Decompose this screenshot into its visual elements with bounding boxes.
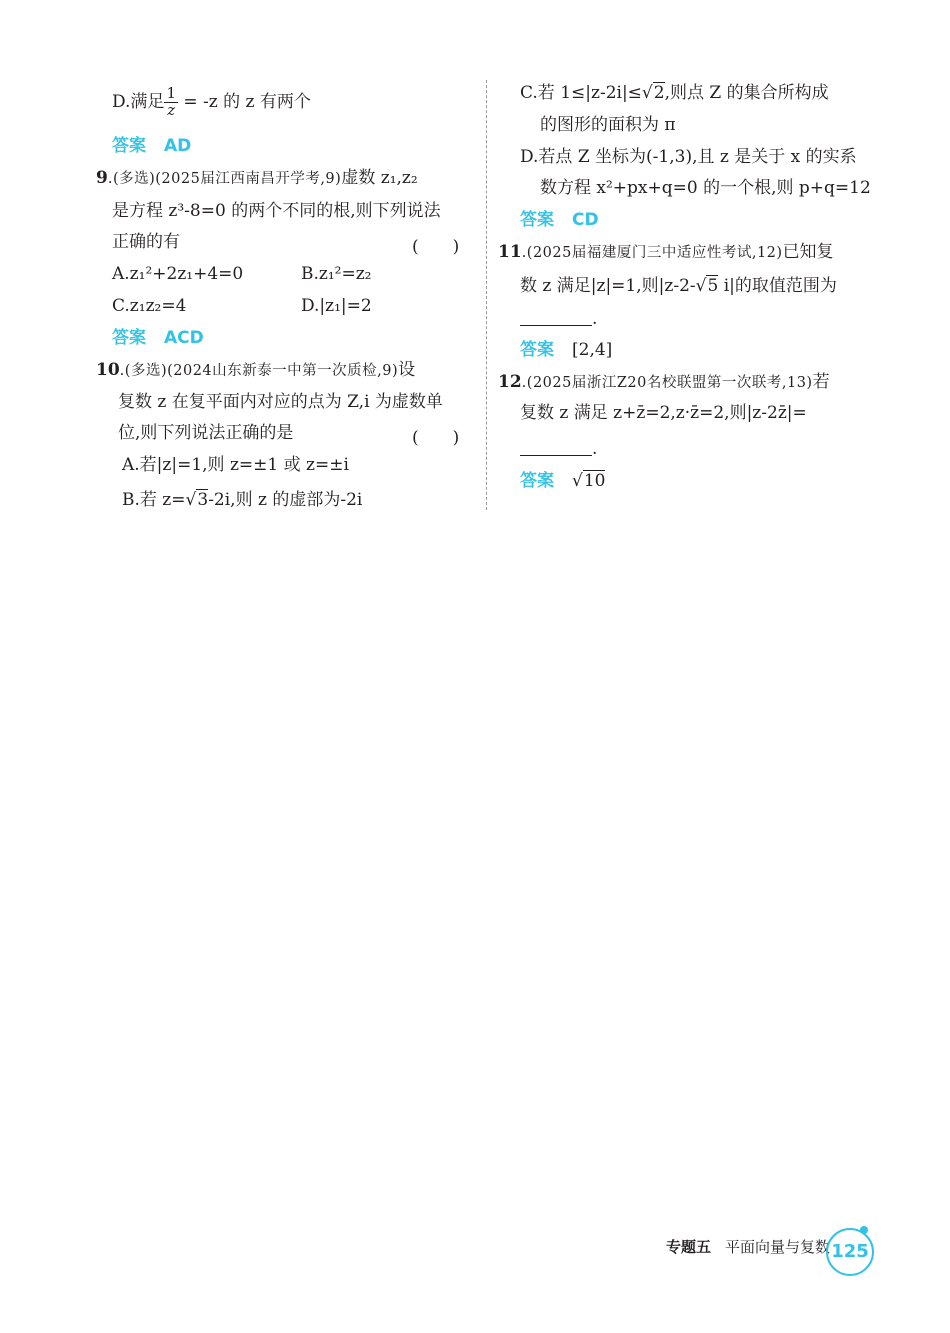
q10-stem-line3: 位,则下列说法正确的是 bbox=[118, 423, 294, 443]
column-divider bbox=[486, 80, 487, 510]
q9-stem-line3: 正确的有 bbox=[112, 232, 180, 252]
q8-answer: 答案 AD bbox=[112, 136, 192, 156]
q8-option-d: D.满足 $\frac{1}{z}$ = -z 的 z 有两个 bbox=[112, 84, 311, 119]
q12-stem-line2: 复数 z 满足 z+z̄=2,z·z̄=2,则|z-2z̄|= bbox=[520, 403, 807, 423]
q12-blank-line: . bbox=[520, 439, 597, 459]
q11-stem-line2: 数 z 满足|z|=1,则|z-2-√5 i|的取值范围为 bbox=[520, 276, 837, 296]
q9-option-c: C.z₁z₂=4 bbox=[112, 296, 187, 316]
page-number: 125 bbox=[826, 1228, 874, 1276]
q10-option-c-line2: 的图形的面积为 π bbox=[540, 115, 676, 135]
q10-option-c-line1: C.若 1≤|z-2i|≤√2,则点 Z 的集合所构成 bbox=[520, 83, 829, 103]
q12-stem-line1: 12.(2025届浙江Z20名校联盟第一次联考,13)若 bbox=[498, 372, 830, 392]
q9-answer-paren: ( ) bbox=[412, 237, 460, 257]
page-number-dot-icon bbox=[860, 1226, 868, 1234]
q11-blank-line: . bbox=[520, 309, 597, 329]
q12-answer: 答案 √10 bbox=[520, 471, 606, 491]
q9-option-b: B.z₁²=z₂ bbox=[301, 264, 372, 284]
answer-blank bbox=[520, 325, 592, 326]
q10-answer: 答案 CD bbox=[520, 210, 599, 230]
footer-topic: 专题五 bbox=[665, 1238, 711, 1256]
answer-blank bbox=[520, 455, 592, 456]
q9-option-d: D.|z₁|=2 bbox=[301, 296, 372, 316]
q10-option-d-line1: D.若点 Z 坐标为(-1,3),且 z 是关于 x 的实系 bbox=[520, 147, 857, 167]
q11-answer: 答案 [2,4] bbox=[520, 340, 613, 360]
footer-title: 平面向量与复数 bbox=[724, 1238, 830, 1256]
q10-stem-line2: 复数 z 在复平面内对应的点为 Z,i 为虚数单 bbox=[118, 392, 443, 412]
q10-option-a: A.若|z|=1,则 z=±1 或 z=±i bbox=[122, 455, 349, 475]
q9-answer: 答案 ACD bbox=[112, 328, 204, 348]
q10-answer-paren: ( ) bbox=[412, 428, 460, 448]
q9-stem-line1: 9.(多选)(2025届江西南昌开学考,9)虚数 z₁,z₂ bbox=[96, 168, 418, 188]
q9-option-a: A.z₁²+2z₁+4=0 bbox=[112, 264, 244, 284]
fraction: $\frac{1}{z}$ bbox=[166, 84, 176, 119]
q9-stem-line2: 是方程 z³-8=0 的两个不同的根,则下列说法 bbox=[112, 201, 441, 221]
q10-option-d-line2: 数方程 x²+px+q=0 的一个根,则 p+q=12 bbox=[540, 178, 871, 198]
q10-stem-line1: 10.(多选)(2024山东新泰一中第一次质检,9)设 bbox=[96, 360, 416, 380]
q10-option-b: B.若 z=√3-2i,则 z 的虚部为-2i bbox=[122, 490, 363, 510]
q11-stem-line1: 11.(2025届福建厦门三中适应性考试,12)已知复 bbox=[498, 242, 834, 262]
page-footer bbox=[666, 1236, 830, 1257]
